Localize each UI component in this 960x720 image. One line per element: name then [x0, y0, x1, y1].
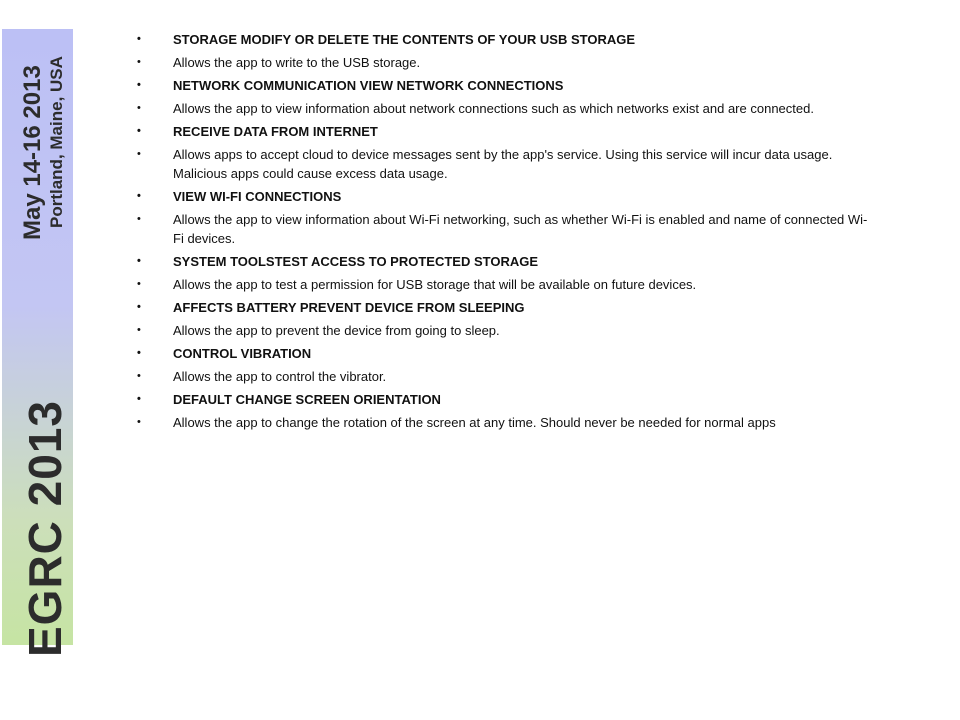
bullet-icon: •	[137, 79, 141, 91]
conference-location: Portland, Maine, USA	[47, 56, 66, 228]
item-text: Allows the app to control the vibrator.	[173, 369, 387, 384]
bullet-icon: •	[137, 148, 141, 160]
list-item-description	[135, 99, 875, 118]
item-text: Allows the app to view information about network connections such as which networks exist and are connected.	[173, 101, 814, 116]
conference-title: EGRC 2013	[19, 399, 71, 657]
conference-sidebar	[2, 29, 73, 657]
item-text: Allows the app to test a permission for USB storage that will be available on future devices.	[173, 277, 697, 292]
item-text: Allows apps to accept cloud to device messages sent by the app's service. Using this service will incur data usage. Malicious apps could cause excess data usage.	[173, 147, 833, 181]
bullet-icon: •	[137, 278, 141, 290]
bullet-icon: •	[137, 255, 141, 267]
item-text: SYSTEM TOOLSTEST ACCESS TO PROTECTED STORAGE	[173, 254, 539, 269]
list-item-heading	[135, 344, 875, 363]
list-item-description	[135, 53, 875, 72]
item-text: Allows the app to prevent the device from going to sleep.	[173, 323, 500, 338]
item-text: Allows the app to write to the USB storage.	[173, 55, 421, 70]
item-text: Allows the app to view information about Wi-Fi networking, such as whether Wi-Fi is enabled and name of connected Wi-Fi devices.	[173, 212, 868, 246]
list-item-description	[135, 145, 875, 183]
bullet-icon: •	[137, 416, 141, 428]
list-item-description	[135, 367, 875, 386]
bullet-icon: •	[137, 324, 141, 336]
bullet-icon: •	[137, 56, 141, 68]
list-item-heading	[135, 390, 875, 409]
list-item-heading	[135, 252, 875, 271]
conference-date: May 14-16 2013	[19, 65, 46, 240]
list-item-description	[135, 210, 875, 248]
list-item-description	[135, 321, 875, 340]
bullet-icon: •	[137, 33, 141, 45]
list-item-heading	[135, 76, 875, 95]
bullet-icon: •	[137, 102, 141, 114]
bullet-icon: •	[137, 370, 141, 382]
permissions-content	[135, 30, 875, 436]
bullet-icon: •	[137, 347, 141, 359]
list-item-heading	[135, 30, 875, 49]
item-text: NETWORK COMMUNICATION VIEW NETWORK CONNECTIONS	[173, 78, 564, 93]
bullet-icon: •	[137, 125, 141, 137]
list-item-heading	[135, 122, 875, 141]
permissions-list	[135, 30, 875, 432]
item-text: DEFAULT CHANGE SCREEN ORIENTATION	[173, 392, 441, 407]
list-item-heading	[135, 298, 875, 317]
list-item-heading	[135, 187, 875, 206]
bullet-icon: •	[137, 301, 141, 313]
bullet-icon: •	[137, 213, 141, 225]
item-text: Allows the app to change the rotation of the screen at any time. Should never be needed for normal apps	[173, 415, 776, 430]
item-text: VIEW WI-FI CONNECTIONS	[173, 189, 342, 204]
list-item-description	[135, 275, 875, 294]
item-text: RECEIVE DATA FROM INTERNET	[173, 124, 378, 139]
bullet-icon: •	[137, 190, 141, 202]
list-item-description	[135, 413, 875, 432]
item-text: AFFECTS BATTERY PREVENT DEVICE FROM SLEEPING	[173, 300, 525, 315]
bullet-icon: •	[137, 393, 141, 405]
item-text: CONTROL VIBRATION	[173, 346, 312, 361]
item-text: STORAGE MODIFY OR DELETE THE CONTENTS OF YOUR USB STORAGE	[173, 32, 636, 47]
